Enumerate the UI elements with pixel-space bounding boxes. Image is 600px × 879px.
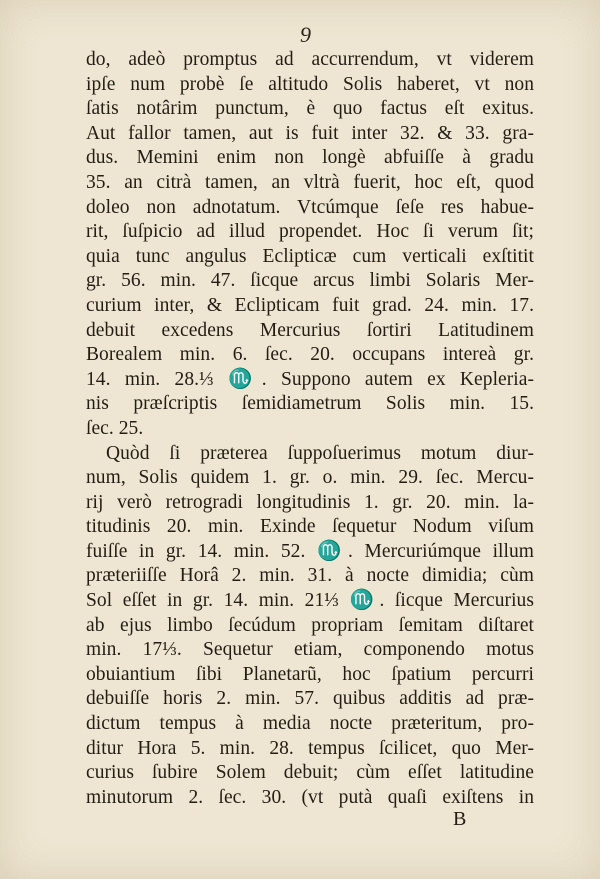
text-line: dus. Memini enim non longè abfuiſſe à gradu (86, 147, 534, 169)
text-line: quia tunc angulus Eclipticæ cum verticali exſtitit (86, 245, 534, 267)
text-line: ditur Hora 5. min. 28. tempus ſcilicet, quo Mer- (86, 737, 534, 759)
text-line: minutorum 2. ſec. 30. (vt putà quaſi exiſtens in (86, 786, 534, 808)
text-line: Sol eſſet in gr. 14. min. 21⅓ ♏. ſicque Mercurius (86, 590, 534, 612)
text-line: Borealem min. 6. ſec. 20. occupans intereà gr. (86, 344, 534, 366)
text-line: gr. 56. min. 47. ſicque arcus limbi Solaris Mer- (86, 270, 534, 292)
text-line: ſatis notârim punctum, è quo factus eſt exitus. (86, 98, 534, 120)
text-line: ab ejus limbo ſecúdum propriam ſemitam diſtaret (86, 614, 534, 636)
signature-mark: B (453, 808, 467, 830)
text-line-paragraph-end: ſec. 25. (86, 417, 144, 439)
page-number: 9 (300, 22, 311, 47)
text-line: fuiſſe in gr. 14. min. 52. ♏. Mercuriúmque illum (86, 540, 534, 562)
text-line: min. 17⅓. Sequetur etiam, componendo motus (86, 639, 534, 661)
body-text (86, 48, 534, 810)
text-line: dictum tempus à media nocte præteritum, pro- (86, 713, 534, 735)
text-line: num, Solis quidem 1. gr. o. min. 29. ſec. Mercu- (86, 467, 534, 489)
text-line: ipſe num probè ſe altitudo Solis haberet, vt non (86, 73, 534, 95)
text-line: 35. an citrà tamen, an vltrà fuerit, hoc eſt, quod (86, 171, 534, 193)
text-line: præteriiſſe Horâ 2. min. 31. à nocte dimidia; cùm (86, 565, 534, 587)
text-line: 14. min. 28.⅓ ♏. Suppono autem ex Kepleria- (86, 368, 534, 390)
text-line: rit, ſuſpicio ad illud propendet. Hoc ſi verum ſit; (86, 221, 534, 243)
text-line: debuit excedens Mercurius ſortiri Latitudinem (86, 319, 534, 341)
text-line: debuiſſe horis 2. min. 57. quibus additis ad præ- (86, 688, 534, 710)
text-line: do, adeò promptus ad accurrendum, vt viderem (86, 49, 534, 70)
text-line: curius ſubire Solem debuit; cùm eſſet latitudine (86, 762, 534, 784)
text-line: titudinis 20. min. Exinde ſequetur Nodum viſum (86, 516, 534, 538)
text-line: obuiantium ſibi Planetarũ, hoc ſpatium percurri (86, 663, 534, 685)
text-line: curium inter, & Eclipticam fuit grad. 24. min. 17. (86, 294, 534, 316)
text-line: rij verò retrogradi longitudinis 1. gr. 20. min. la- (86, 491, 534, 513)
text-line: Aut fallor tamen, aut is fuit inter 32. & 33. gra- (86, 122, 534, 144)
text-line-paragraph-start: Quòd ſi præterea ſuppoſuerimus motum diur- (106, 442, 534, 464)
text-line: doleo non adnotatum. Vtcúmque ſeſe res habue- (86, 196, 534, 218)
text-line: nis præſcriptis ſemidiametrum Solis min. 15. (86, 393, 534, 415)
